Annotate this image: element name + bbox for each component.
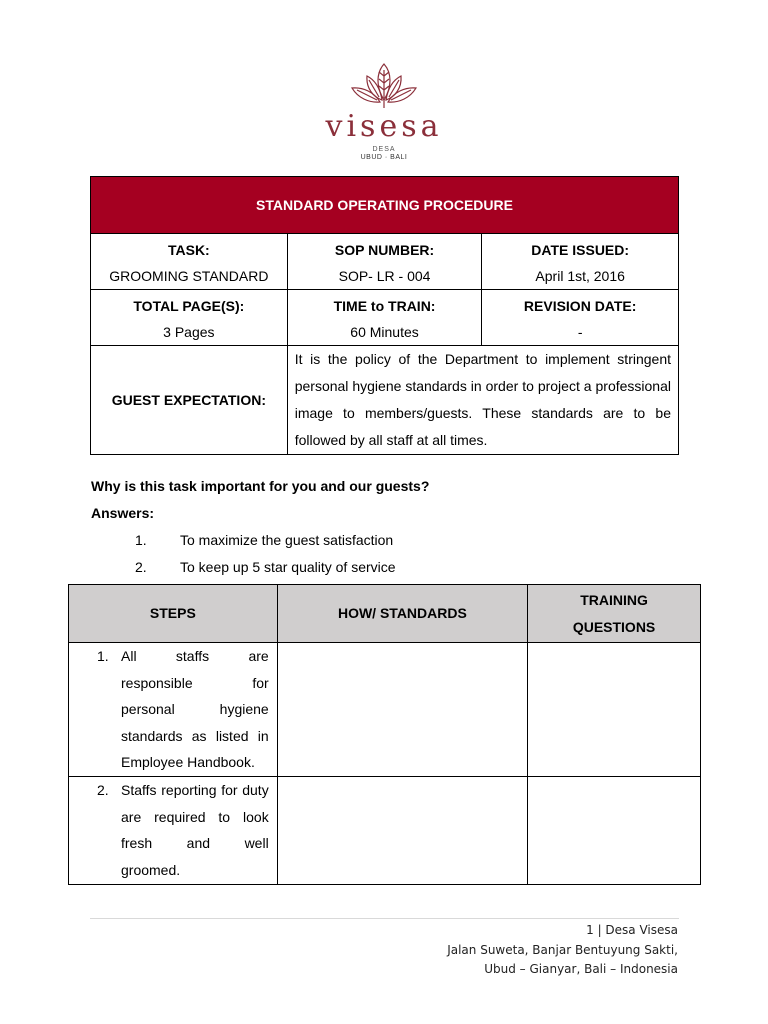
answer-number: 1. [135, 532, 147, 548]
table-row-questions [528, 777, 701, 885]
table-row-step [69, 643, 278, 777]
table-row-how [277, 777, 527, 885]
task-label: TASK: [167, 242, 210, 258]
sop-number-label: SOP NUMBER: [334, 242, 435, 258]
task-value: GROOMING STANDARD [109, 268, 269, 284]
total-pages-value: 3 Pages [163, 324, 215, 340]
answer-text: To keep up 5 star quality of service [180, 559, 396, 575]
logo [0, 60, 768, 162]
sop-number-cell [287, 234, 482, 290]
task-cell [91, 234, 288, 290]
date-issued-cell [482, 234, 679, 290]
brand-subtitle-location: UBUD · BALI [360, 154, 408, 161]
step-text: Staffs reporting for duty are required to look fresh and well groomed. [121, 782, 269, 878]
table-row-how [277, 643, 527, 777]
steps-table [68, 584, 701, 885]
footer-divider [90, 918, 679, 919]
footer-address-line1: Jalan Suweta, Banjar Bentuyung Sakti, [447, 942, 678, 957]
date-issued-label: DATE ISSUED: [531, 242, 630, 258]
date-issued-value: April 1st, 2016 [535, 268, 625, 284]
lotus-leaf-icon [349, 60, 419, 110]
revision-date-label: REVISION DATE: [523, 298, 637, 314]
answer-text: To maximize the guest satisfaction [180, 532, 394, 548]
step-text: All staffs are responsible for personal hygiene standards as listed in Employee Handbook. [121, 648, 269, 771]
brand-name: visesa [325, 109, 443, 144]
how-standards-header: HOW/ STANDARDS [277, 585, 527, 643]
table-row-step [69, 777, 278, 885]
training-questions-header: TRAINING QUESTIONS [528, 585, 701, 643]
sop-title: STANDARD OPERATING PROCEDURE [91, 177, 679, 234]
importance-question: Why is this task important for you and our guests? [91, 478, 430, 494]
answer-number: 2. [135, 559, 147, 575]
guest-expectation-label: GUEST EXPECTATION: [91, 346, 288, 455]
step-number: 2. [97, 782, 109, 798]
time-to-train-value: 60 Minutes [350, 324, 419, 340]
table-row-questions [528, 643, 701, 777]
answers-label: Answers: [91, 505, 155, 521]
sop-number-value: SOP- LR - 004 [338, 268, 431, 284]
revision-date-value: - [577, 324, 583, 340]
brand-subtitle-desa: DESA [372, 146, 396, 153]
time-to-train-cell [287, 290, 482, 346]
footer-page-line: 1 | Desa Visesa [586, 923, 678, 937]
step-number: 1. [97, 648, 109, 664]
guest-expectation-text: It is the policy of the Department to implement stringent personal hygiene standards in order to project a professional image to members/guests. These standards are to be followed by all staff at all times. [287, 346, 678, 455]
steps-header: STEPS [69, 585, 278, 643]
sop-header-table [90, 176, 679, 455]
time-to-train-label: TIME to TRAIN: [333, 298, 436, 314]
total-pages-cell [91, 290, 288, 346]
total-pages-label: TOTAL PAGE(S): [133, 298, 245, 314]
footer-address-line2: Ubud – Gianyar, Bali – Indonesia [484, 962, 678, 976]
footer [447, 921, 678, 980]
revision-date-cell [482, 290, 679, 346]
